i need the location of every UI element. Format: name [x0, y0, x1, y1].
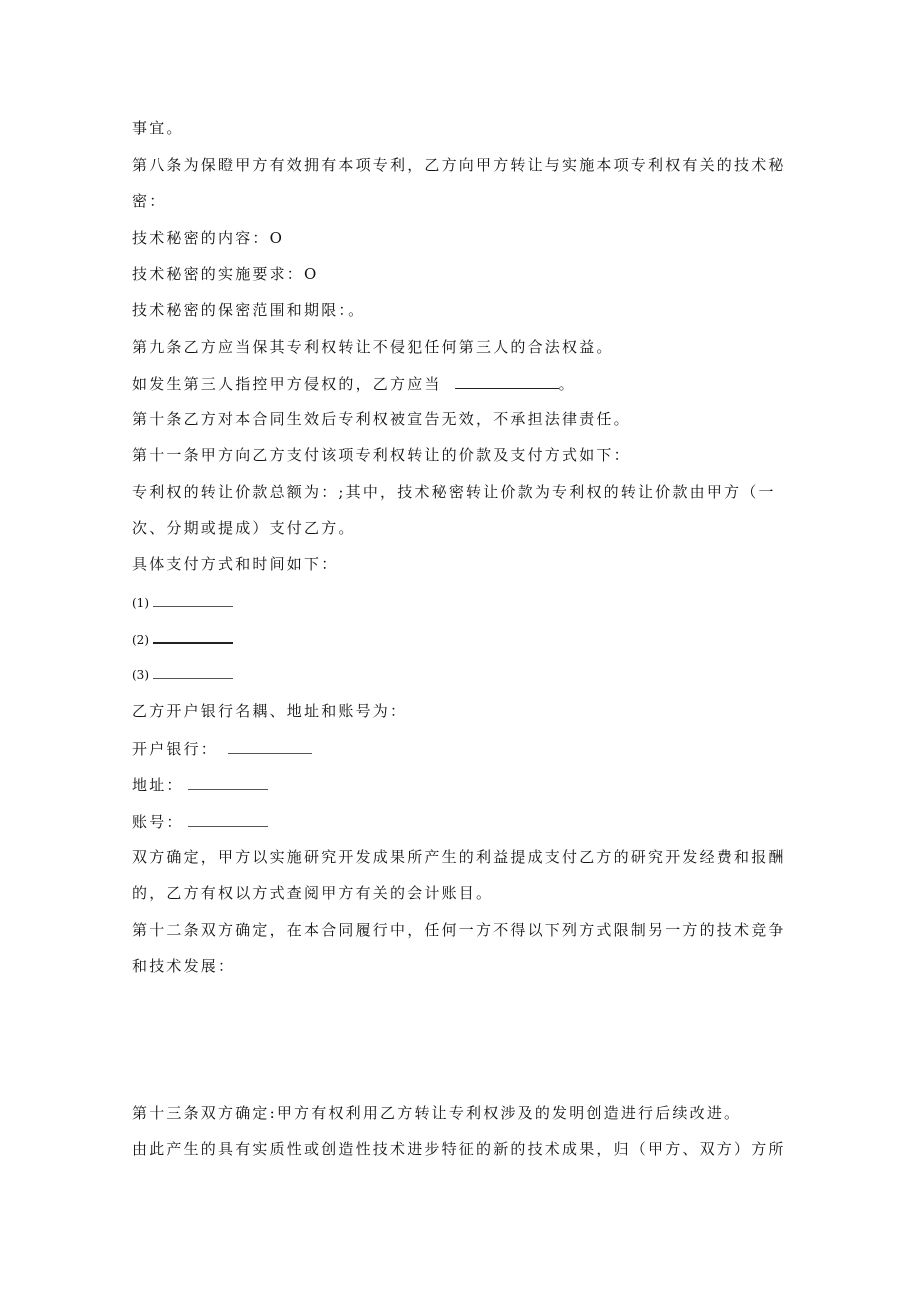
price-line: 专利权的转让价款总额为：;其中，技术秘密转让价款为专利权的转让价款由甲方（一: [132, 483, 776, 501]
payment-item-blank[interactable]: [153, 626, 233, 644]
account-label: 账号：: [132, 813, 184, 831]
text-line: 的，乙方有权以方式查阅甲方有关的会计账目。: [132, 884, 494, 902]
payment-item-blank[interactable]: [153, 662, 233, 679]
secret-scope-line: 技术秘密的保密范围和期限：。: [132, 301, 366, 319]
infringement-text: 如发生第三人指控甲方侵权的，乙方应当: [132, 375, 442, 393]
text-line: 密：: [132, 192, 167, 210]
article-8-line: 第八条为保瞪甲方有效拥有本项专利，乙方向甲方转让与实施本项专利权有关的技术秘: [132, 156, 786, 174]
infringement-line: [132, 372, 792, 395]
response-blank[interactable]: [455, 372, 559, 389]
payment-item-number: (3): [132, 668, 149, 682]
text-line: 和技术发展：: [132, 957, 236, 975]
address-blank[interactable]: [188, 773, 268, 790]
account-blank[interactable]: [188, 810, 268, 827]
bank-name-blank[interactable]: [228, 737, 312, 754]
article-11-line: 第十一条甲方向乙方支付该项专利权转让的价款及支付方式如下：: [132, 446, 631, 464]
bank-name-label: 开户银行：: [132, 740, 219, 758]
payment-item: [132, 590, 792, 614]
article-13-line: 第十三条双方确定:甲方有权利用乙方转让专利权涉及的发明创造进行后续改进。: [132, 1104, 742, 1122]
payment-item: [132, 626, 792, 651]
article-12-line: 第十二条双方确定，在本合同履行中，任何一方不得以下列方式限制另一方的技术竞争: [132, 921, 786, 939]
text-line: 由此产生的具有实质性或创造性技术进步特征的新的技术成果，归（甲方、双方）方所: [132, 1140, 786, 1158]
address-line: [132, 773, 792, 796]
text-line: 事宜。: [132, 119, 184, 137]
payment-item: [132, 662, 792, 686]
secret-requirement-line: 技术秘密的实施要求：O: [132, 265, 319, 283]
article-9-line: 第九条乙方应当保其专利权转让不侵犯任何第三人的合法权益。: [132, 338, 614, 356]
royalty-line: 双方确定，甲方以实施研究开发成果所产生的利益提成支付乙方的研究开发经费和报酬: [132, 848, 786, 866]
bank-heading: 乙方开户银行名耦、地址和账号为：: [132, 702, 408, 720]
payment-item-blank[interactable]: [153, 590, 233, 607]
article-10-line: 第十条乙方对本合同生效后专利权被宣告无效，不承担法律责任。: [132, 410, 631, 428]
line-end-punct: 。: [558, 375, 576, 393]
payment-item-number: (1): [132, 596, 149, 610]
payment-method-heading: 具体支付方式和时间如下：: [132, 555, 339, 573]
bank-name-line: [132, 737, 792, 760]
text-line: 次、分期或提成）支付乙方。: [132, 519, 356, 537]
address-label: 地址：: [132, 776, 184, 794]
account-line: [132, 810, 792, 833]
secret-content-line: 技术秘密的内容：O: [132, 229, 285, 247]
payment-item-number: (2): [132, 633, 149, 647]
